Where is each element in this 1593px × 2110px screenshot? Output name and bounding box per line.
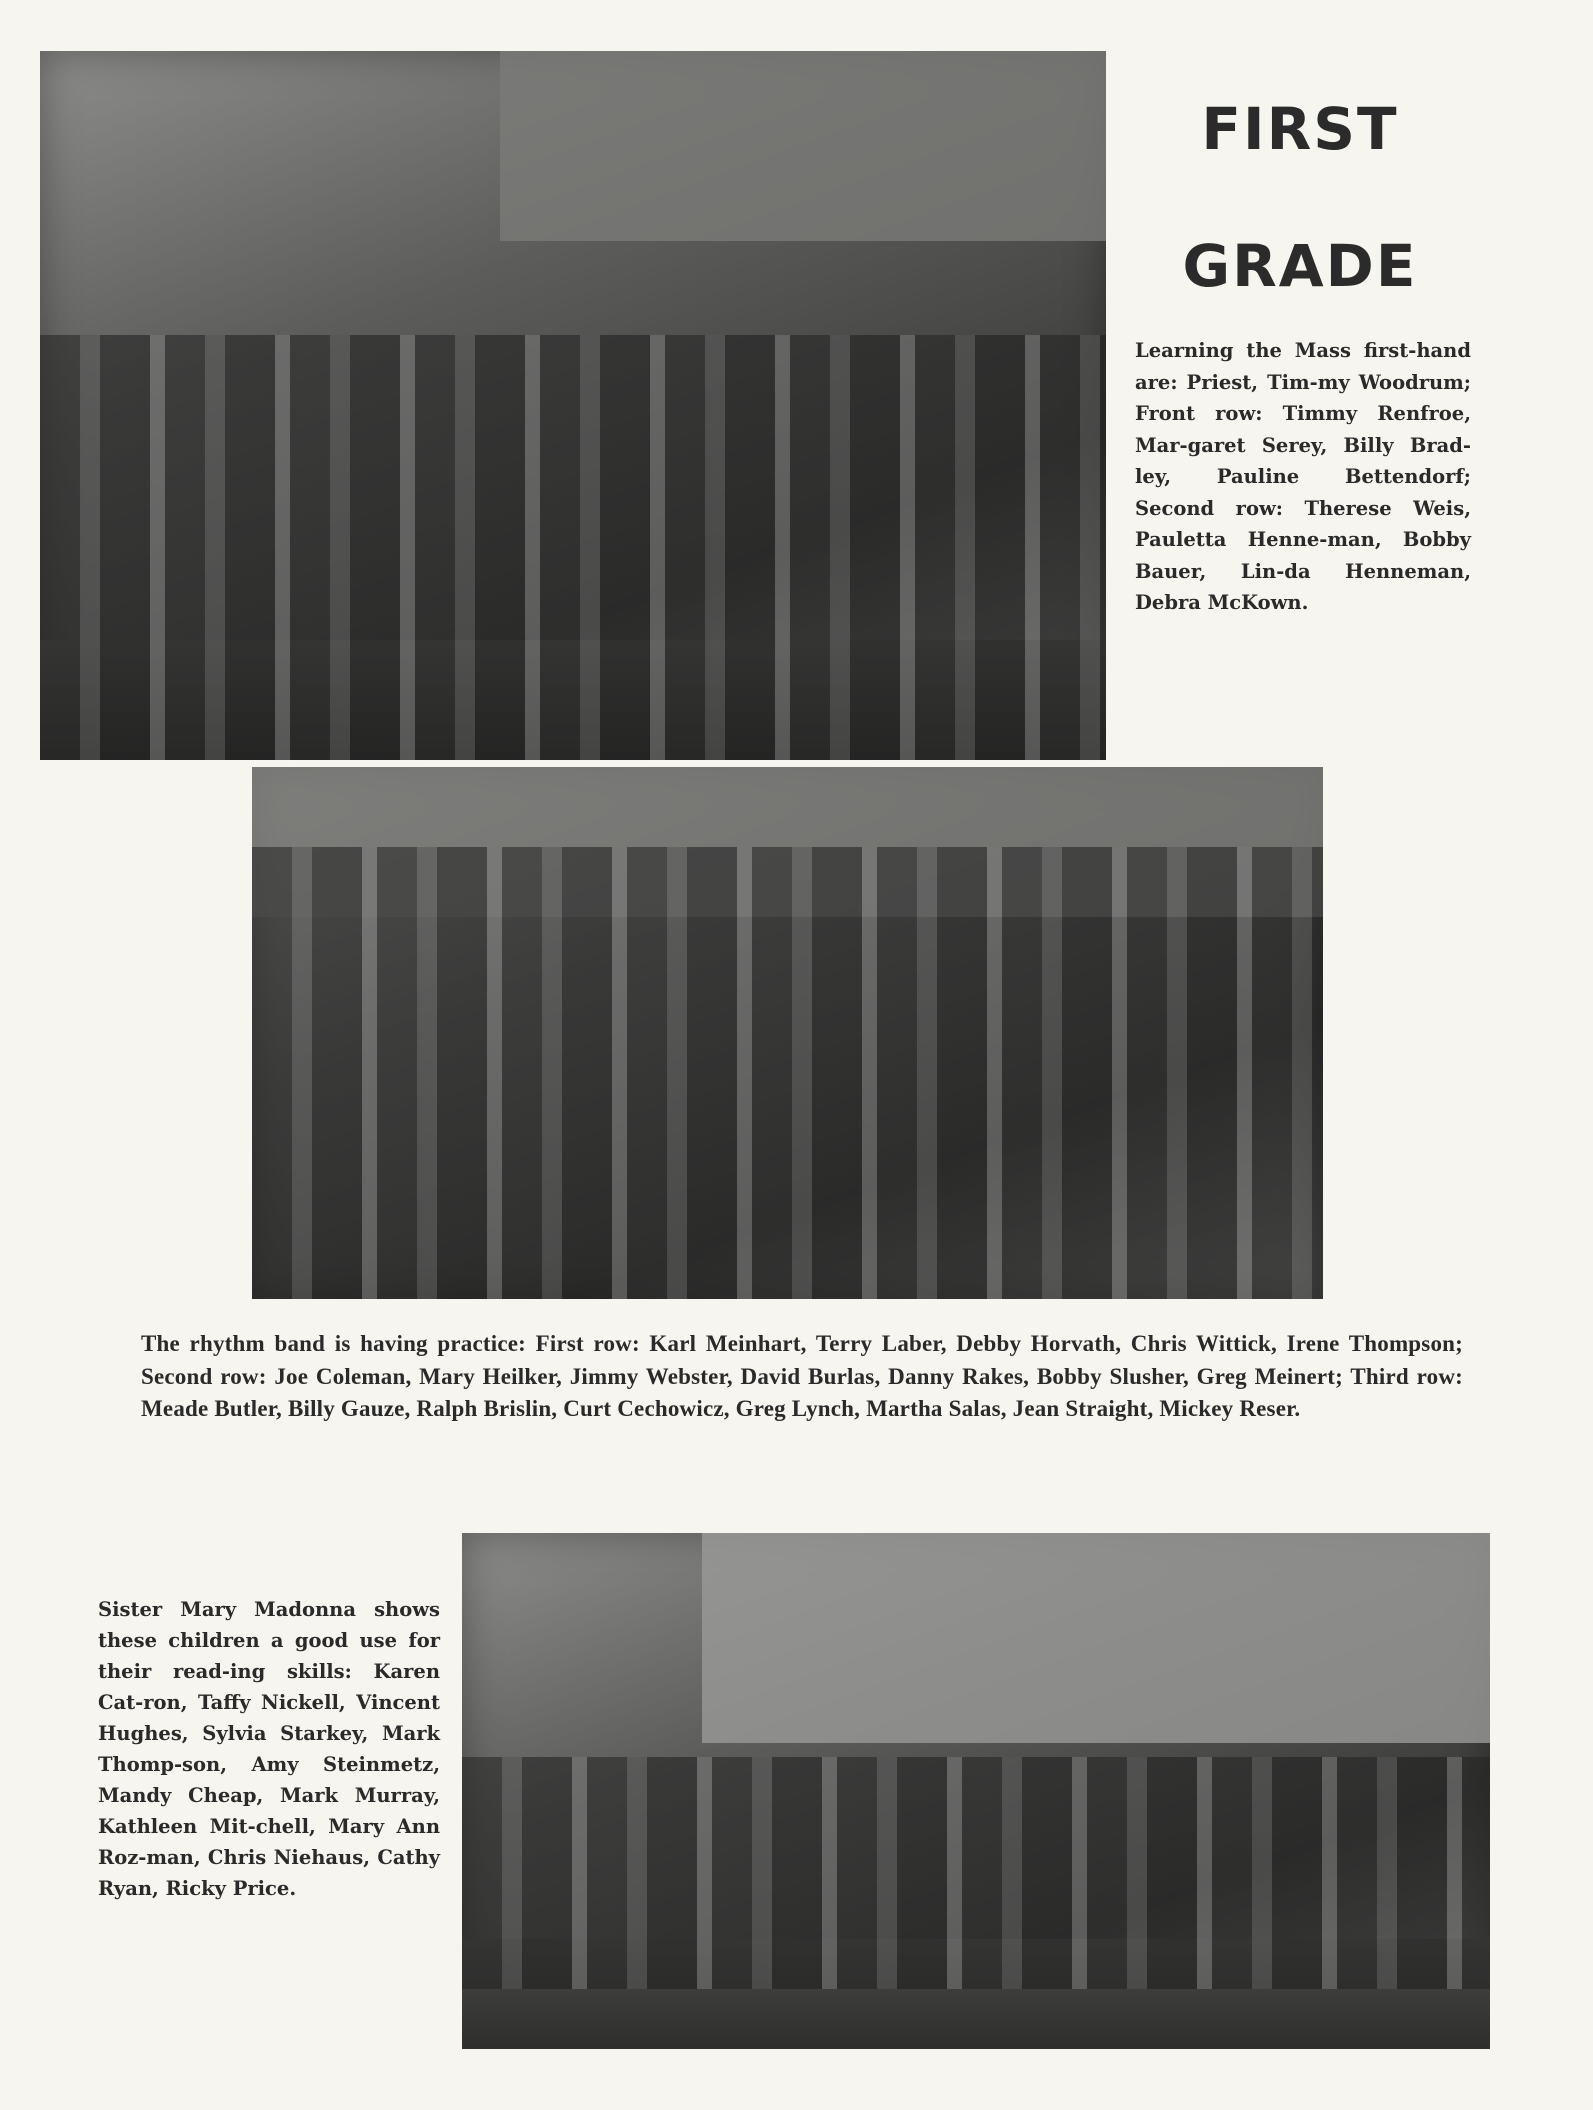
children-figures <box>252 847 1323 1299</box>
children-figures <box>40 335 1106 760</box>
page-title-first: FIRST <box>1201 95 1399 163</box>
reading-photo <box>462 1533 1490 2049</box>
chalkboard <box>500 51 1106 241</box>
chalkboard <box>702 1533 1490 1743</box>
page-title-grade: GRADE <box>1182 232 1418 300</box>
rhythm-band-photo <box>252 767 1323 1299</box>
reading-caption: Sister Mary Madonna shows these children a good use for their read-ing skills: Karen Cat-ron, Taffy Nickell, Vincent Hughes, Sylvia Starkey, Mark Thomp-son, Amy Steinmetz, Mandy Cheap, Mark Murray, Kathleen Mit-chell, Mary Ann Roz-man, Chris Niehaus, Cathy Ryan, Ricky Price. <box>98 1598 440 1900</box>
rhythm-band-caption: The rhythm band is having practice: First row: Karl Meinhart, Terry Laber, Debby Horvath, Chris Wittick, Irene Thompson; Second row: Joe Coleman, Mary Heilker, Jimmy Webster, David Burlas, Danny Rakes, Bobby Slusher, Greg Meinert; Third row: Meade Butler, Billy Gauze, Ralph Brislin, Curt Cechowicz, Greg Lynch, Martha Salas, Jean Straight, Mickey Reser. <box>141 1331 1463 1421</box>
mass-caption: Learning the Mass first-hand are: Priest, Tim-my Woodrum; Front row: Timmy Renfroe, Mar-garet Serey, Billy Brad-ley, Pauline Bettendorf; Second row: Therese Weis, Pauletta Henne-man, Bobby Bauer, Lin-da Henneman, Debra McKown. <box>1135 339 1471 614</box>
mass-photo <box>40 51 1106 760</box>
children-figures <box>462 1757 1490 1989</box>
